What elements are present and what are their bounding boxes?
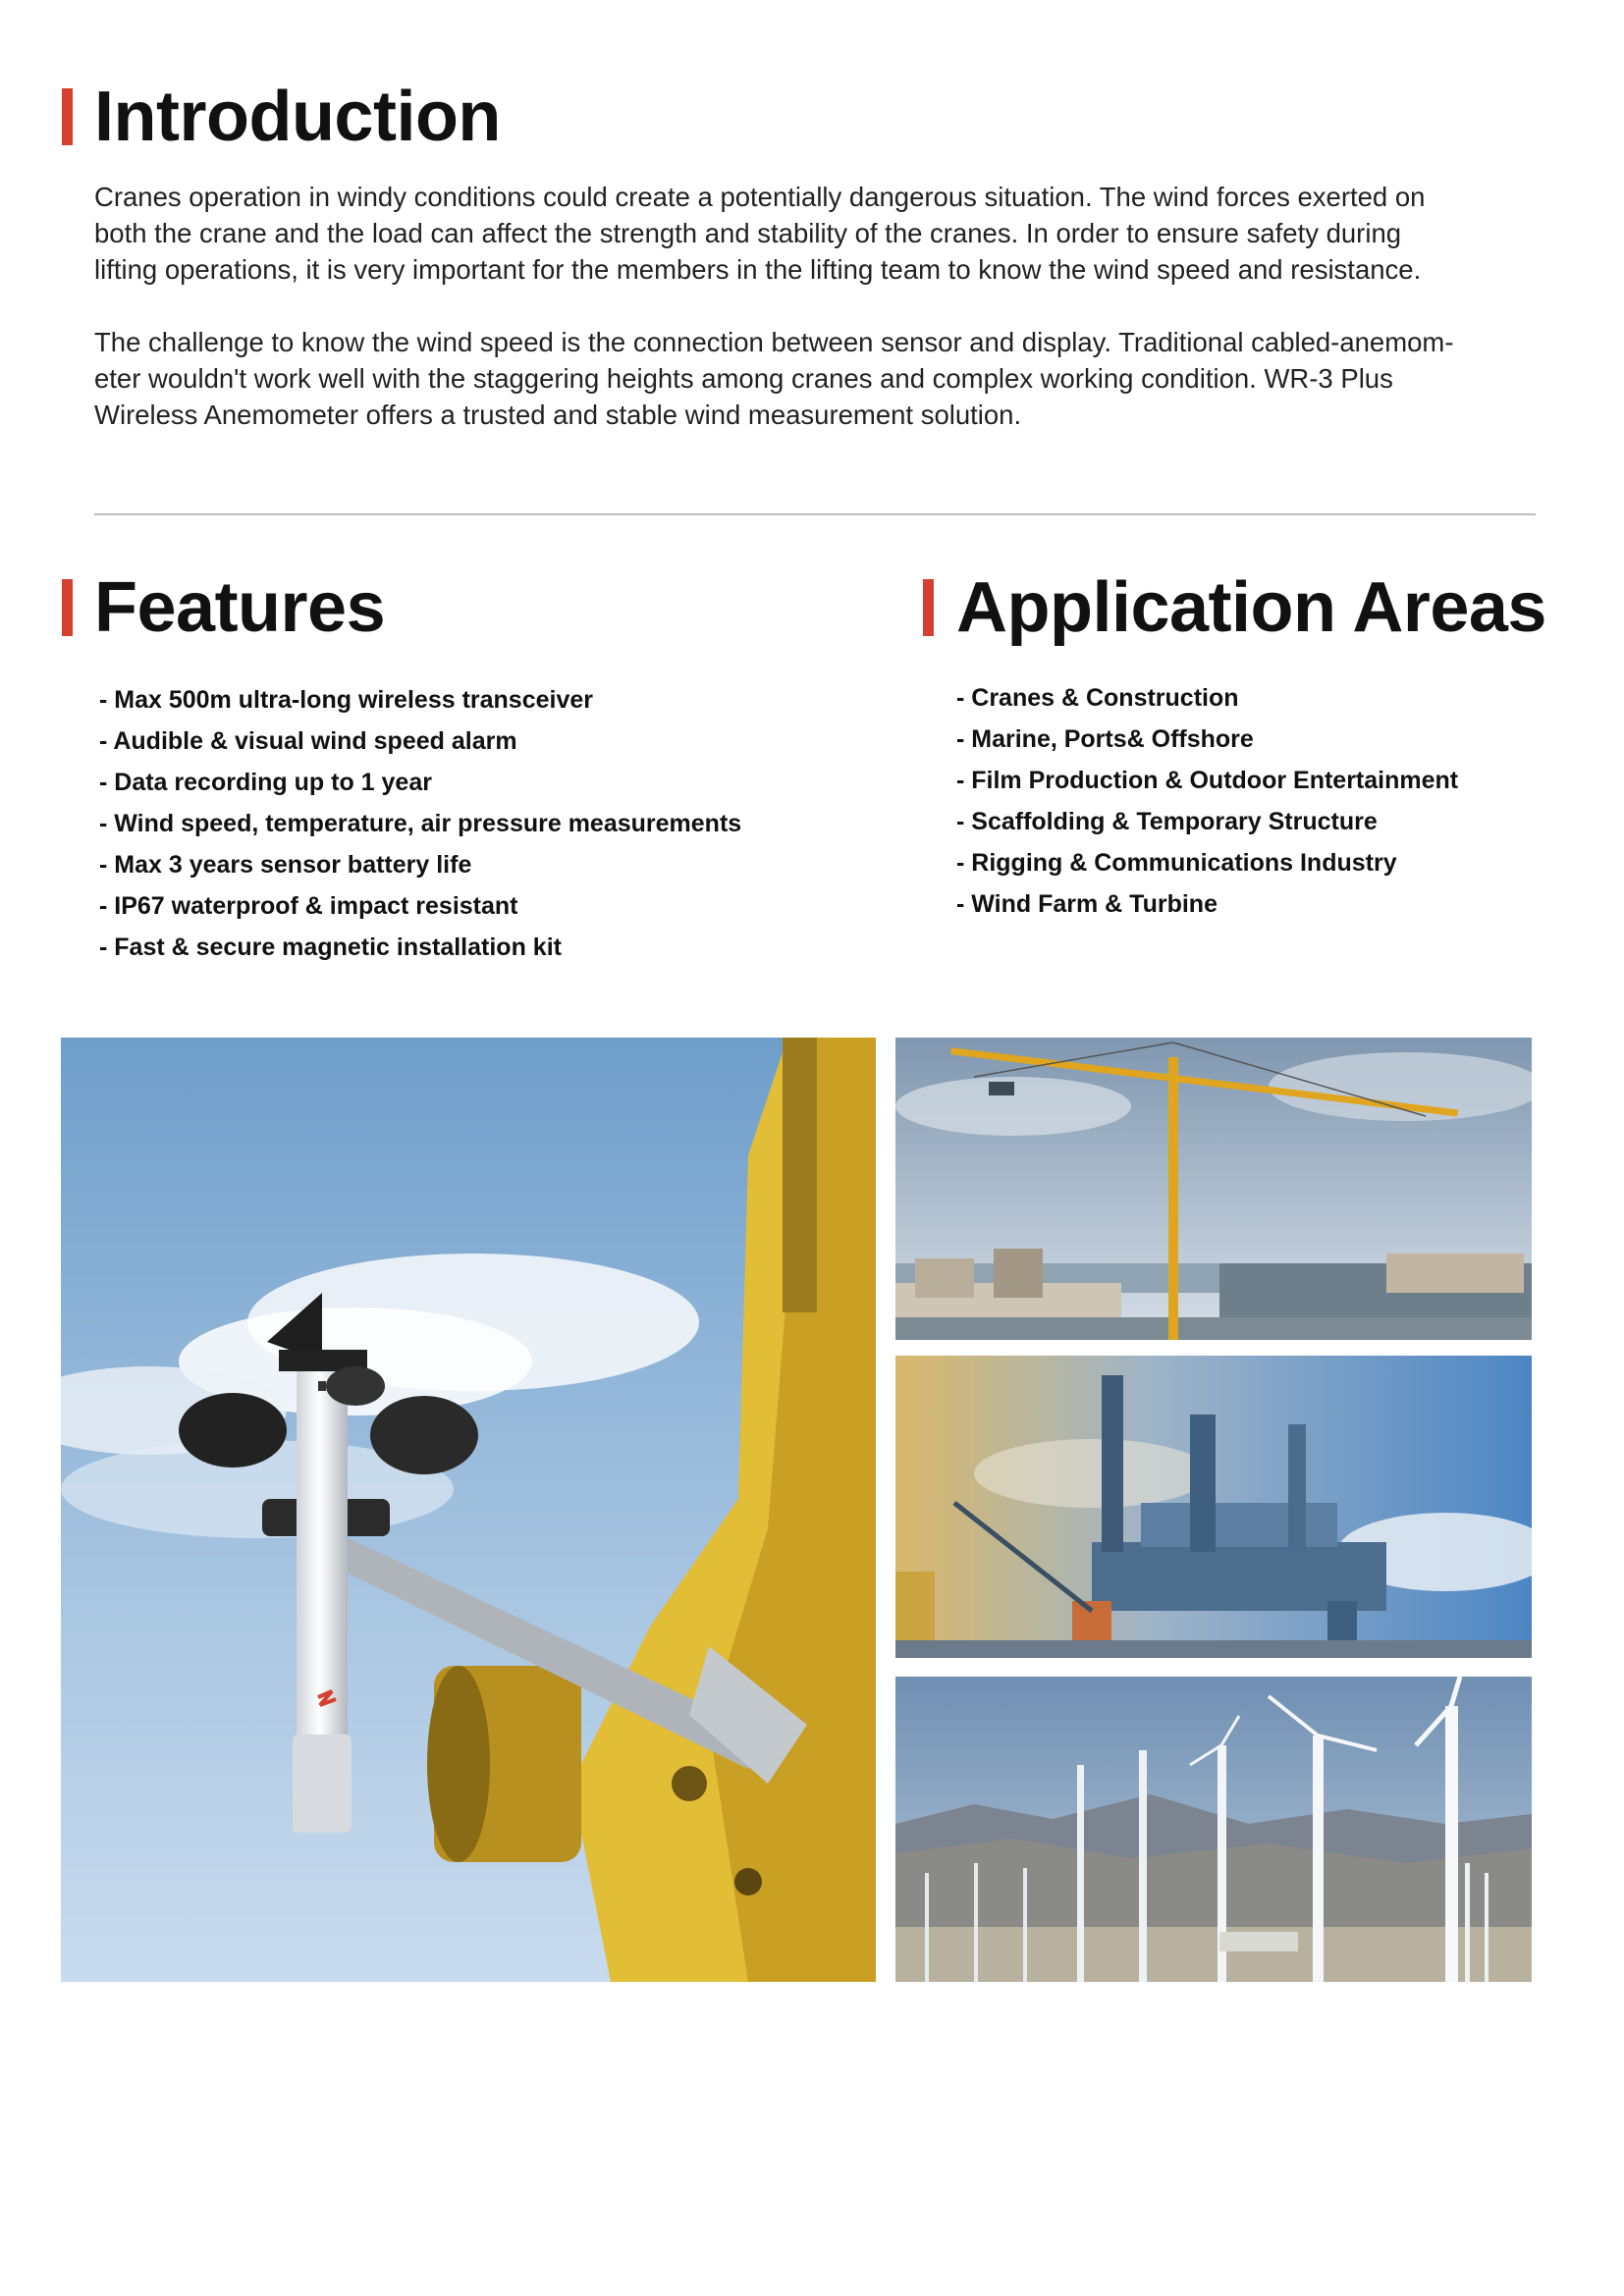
features-accent-bar — [62, 579, 73, 636]
intro-title: Introduction — [94, 78, 501, 156]
feature-item: - Audible & visual wind speed alarm — [99, 727, 517, 755]
applications-accent-bar — [923, 579, 934, 636]
application-item: - Film Production & Outdoor Entertainment — [956, 767, 1459, 794]
intro-p1-line: both the crane and the load can affect the strength and stability of the cranes. In order to ensure safety during — [94, 218, 1402, 248]
offshore-rig-photo — [895, 1356, 1532, 1658]
features-list — [99, 679, 741, 968]
intro-p1-line: lifting operations, it is very important for the members in the lifting team to know the wind speed and resistance. — [94, 254, 1422, 285]
applications-title: Application Areas — [956, 568, 1546, 647]
feature-item: - Data recording up to 1 year — [99, 769, 432, 796]
intro-p2-line: eter wouldn't work well with the staggering heights among cranes and complex working condition. WR-3 Plus — [94, 363, 1393, 394]
intro-paragraph-2 — [94, 324, 1547, 433]
feature-item: - IP67 waterproof & impact resistant — [99, 892, 518, 920]
feature-item: - Max 3 years sensor battery life — [99, 851, 472, 879]
features-title: Features — [94, 568, 386, 647]
intro-p2-line: Wireless Anemometer offers a trusted and stable wind measurement solution. — [94, 400, 1022, 430]
intro-p2-line: The challenge to know the wind speed is the connection between sensor and display. Traditional cabled-anemom- — [94, 327, 1454, 357]
intro-accent-bar — [62, 88, 73, 145]
application-item: - Rigging & Communications Industry — [956, 849, 1397, 877]
application-item: - Cranes & Construction — [956, 684, 1239, 712]
application-item: - Wind Farm & Turbine — [956, 890, 1218, 918]
crane-city-photo — [895, 1038, 1532, 1340]
feature-item: - Max 500m ultra-long wireless transceiver — [99, 686, 593, 714]
intro-paragraph-1 — [94, 179, 1547, 288]
application-item: - Scaffolding & Temporary Structure — [956, 808, 1378, 835]
applications-list — [956, 677, 1458, 925]
wind-farm-photo — [895, 1677, 1532, 1982]
feature-item: - Wind speed, temperature, air pressure measurements — [99, 810, 742, 837]
application-item: - Marine, Ports& Offshore — [956, 725, 1254, 753]
feature-item: - Fast & secure magnetic installation kit — [99, 934, 562, 961]
anemometer-photo — [61, 1038, 876, 1982]
section-divider — [94, 513, 1536, 515]
intro-p1-line: Cranes operation in windy conditions could create a potentially dangerous situation. The wind forces exerted on — [94, 182, 1426, 212]
